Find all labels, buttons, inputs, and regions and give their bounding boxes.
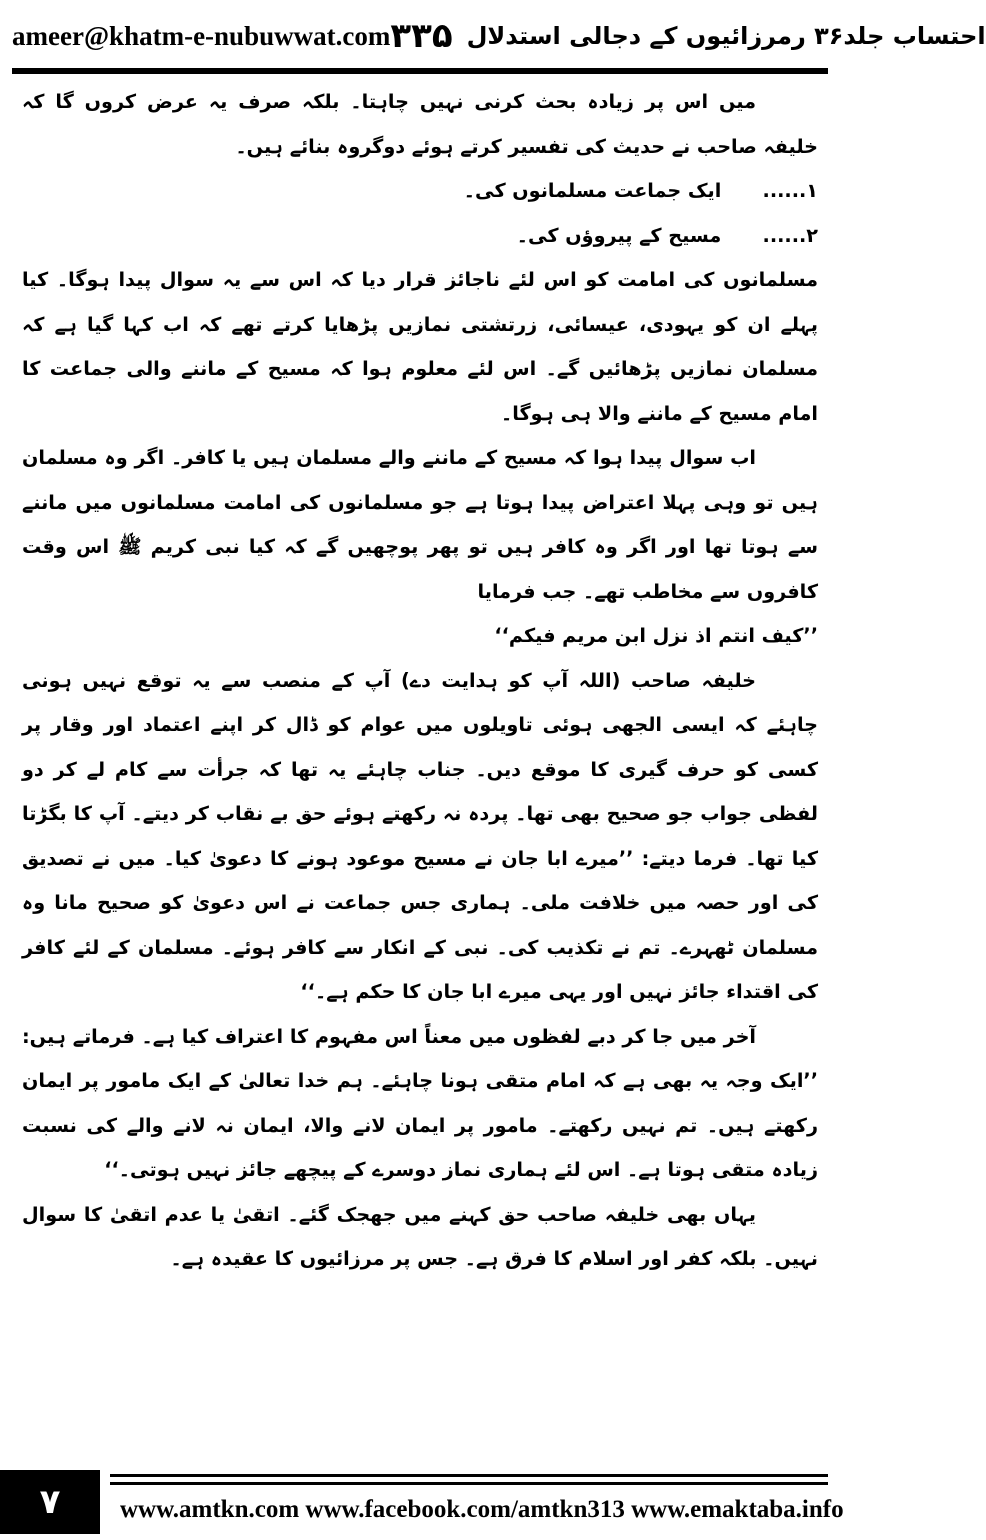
paragraph-3: اب سوال پیدا ہوا کہ مسیح کے ماننے والے مسلمان ہیں یا کافر۔ اگر وہ مسلمان ہیں تو وہی پہلا اعتراض پیدا ہوتا ہے جو مسلمانوں کی امامت مسلمانوں میں ماننے سے ہوتا تھا اور اگر وہ کافر ہیں تو پھر پوچھیں گے کہ کیا نبی کریم ﷺ اس وقت کافروں سے مخاطب تھے۔ جب فرمایا xyxy=(22,446,818,603)
footer-rule xyxy=(110,1482,828,1485)
header-title-group xyxy=(390,16,985,56)
body-text xyxy=(22,80,818,1448)
list-text: مسیح کے پیروؤں کی۔ xyxy=(516,223,722,247)
list-item xyxy=(22,169,818,214)
header-title: احتساب جلد۳۶ رمرزائیوں کے دجالی استدلال xyxy=(466,22,986,50)
footer-links: www.amtkn.com www.facebook.com/amtkn313 www.emaktaba.info xyxy=(120,1496,844,1523)
paragraph-6: یہاں بھی خلیفہ صاحب حق کہنے میں جھجک گئے۔ اتقیٰ یا عدم اتقیٰ کا سوال نہیں۔ بلکہ کفر اور اسلام کا فرق ہے۔ جس پر مرزائیوں کا عقیدہ ہے۔ xyxy=(22,1202,818,1270)
list-number: ۲...... xyxy=(762,223,818,247)
paragraph-4: خلیفہ صاحب (اللہ آپ کو ہدایت دے) آپ کے منصب سے یہ توقع نہیں ہونی چاہئے کہ ایسی الجھی ہوئی تاویلوں میں عوام کو ڈال کر اپنے اعتماد اور وقار پر کسی کو حرف گیری کا موقع دیں۔ جناب چاہئے یہ تھا کہ جرأت سے کام لے کر دو لفظی جواب جو صحیح بھی تھا۔ پردہ نہ رکھتے ہوئے حق بے نقاب کر دیتے۔ آپ کا بگڑتا کیا تھا۔ فرما دیتے: ’’میرے ابا جان نے مسیح موعود ہونے کا دعویٰ کیا۔ میں نے تصدیق کی اور حصہ میں خلافت ملی۔ ہماری جس جماعت نے اس دعویٰ کو صحیح مانا وہ مسلمان ٹھہرے۔ تم نے تکذیب کی۔ نبی کے انکار سے کافر ہوئے۔ مسلمان کے لئے کافر کی اقتداء جائز نہیں اور یہی میرے ابا جان کا حکم ہے۔‘‘ xyxy=(22,668,818,1003)
page-footer xyxy=(0,1458,844,1540)
page-number: ۳۳۵ xyxy=(390,16,453,56)
quote: ’’کیف انتم اذ نزل ابن مریم فیکم‘‘ xyxy=(494,624,818,647)
page-header xyxy=(12,4,986,74)
paragraph-5: آخر میں جا کر دبے لفظوں میں معناً اس مفہوم کا اعتراف کیا ہے۔ فرماتے ہیں: ’’ایک وجہ یہ بھی ہے کہ امام متقی ہونا چاہئے۔ ہم خدا تعالیٰ کے ایک مامور پر ایمان رکھتے ہیں۔ تم نہیں رکھتے۔ مامور پر ایمان لانے والا، ایمان نہ لانے والے کی نسبت زیادہ متقی ہوتا ہے۔ اس لئے ہماری نماز دوسرے کے پیچھے جائز نہیں ہوتی۔‘‘ xyxy=(22,1024,818,1181)
paragraph-2: مسلمانوں کی امامت کو اس لئے ناجائز قرار دیا کہ اس سے یہ سوال پیدا ہوگا۔ کیا پہلے ان کو یہودی، عیسائی، زرتشتی نمازیں پڑھایا کرتے تھے کہ اب کہا گیا ہے کہ مسلمان نمازیں پڑھائیں گے۔ اس لئے معلوم ہوا کہ مسیح کے ماننے والی جماعت کا امام مسیح کے ماننے والا ہی ہوگا۔ xyxy=(22,268,818,425)
list-text: ایک جماعت مسلمانوں کی۔ xyxy=(463,179,722,202)
footer-rule xyxy=(110,1474,828,1477)
paragraph-1: میں اس پر زیادہ بحث کرنی نہیں چاہتا۔ بلکہ صرف یہ عرض کروں گا کہ خلیفہ صاحب نے حدیث کی تفسیر کرتے ہوئے دوگروہ بنائے ہیں۔ xyxy=(22,90,818,158)
list-item xyxy=(22,214,818,259)
header-email: ameer@khatm-e-nubuwwat.com xyxy=(12,20,391,51)
footer-badge: ۷ xyxy=(0,1470,100,1534)
list-number: ۱...... xyxy=(762,179,818,202)
